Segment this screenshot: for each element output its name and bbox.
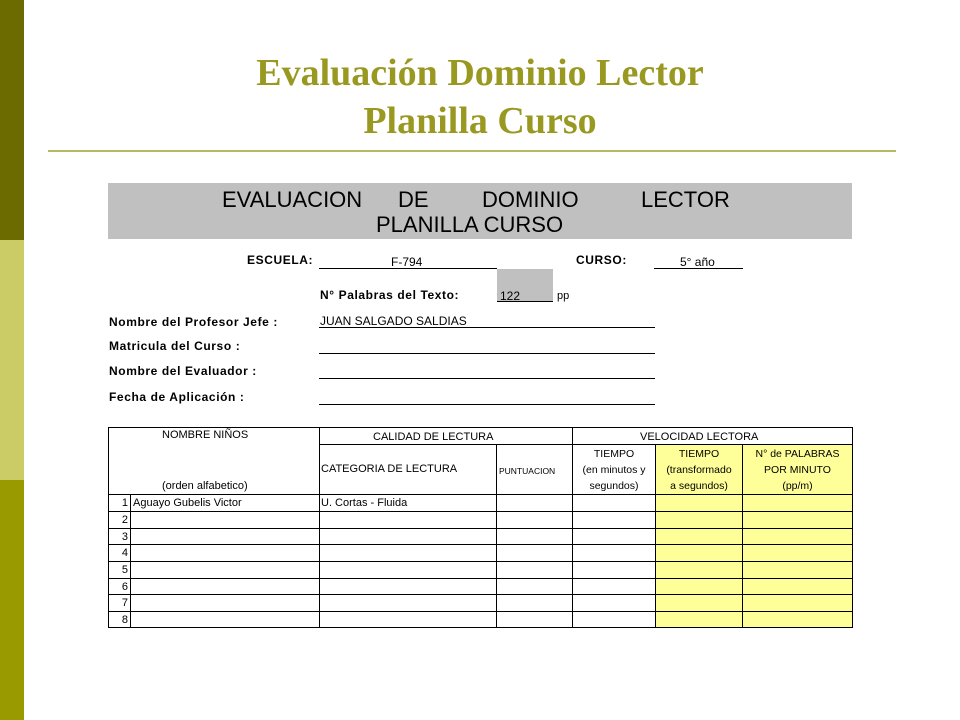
banner-word: EVALUACION bbox=[222, 187, 363, 212]
velocidad-header: VELOCIDAD LECTORA bbox=[640, 431, 759, 443]
slide-title: Evaluación Dominio Lector bbox=[256, 52, 704, 94]
banner-word: LECTOR bbox=[641, 187, 730, 212]
tiempo-header: TIEMPO bbox=[593, 448, 635, 460]
row-number: 7 bbox=[121, 597, 128, 609]
evaluador-label: Nombre del Evaluador : bbox=[109, 364, 257, 378]
matricula-label: Matricula del Curso : bbox=[109, 339, 241, 353]
row-number: 2 bbox=[121, 514, 128, 526]
row-number: 1 bbox=[121, 497, 128, 509]
fecha-label: Fecha de Aplicación : bbox=[109, 390, 245, 404]
row-number: 3 bbox=[121, 531, 128, 543]
row-categoria[interactable]: U. Cortas - Fluida bbox=[321, 497, 408, 509]
nombre-header: NOMBRE NIÑOS bbox=[162, 429, 249, 441]
tiempo-header-sub: segundos) bbox=[589, 480, 639, 492]
row-number: 6 bbox=[121, 581, 128, 593]
nombre-subheader: (orden alfabetico) bbox=[162, 480, 248, 492]
row-nombre[interactable]: Aguayo Gubelis Victor bbox=[133, 497, 242, 509]
tiempo-seg-header: TIEMPO bbox=[678, 448, 720, 460]
palabras-min-header: N° de PALABRAS bbox=[755, 448, 840, 460]
curso-label: CURSO: bbox=[576, 253, 627, 267]
row-number: 5 bbox=[121, 564, 128, 576]
categoria-header: CATEGORIA DE LECTURA bbox=[321, 463, 458, 475]
escuela-label: ESCUELA: bbox=[247, 253, 314, 267]
banner-word: DOMINIO bbox=[482, 187, 579, 212]
profesor-label: Nombre del Profesor Jefe : bbox=[109, 315, 278, 329]
puntuacion-header: PUNTUACION bbox=[499, 466, 556, 476]
banner-word: DE bbox=[398, 187, 429, 212]
curso-value[interactable]: 5° año bbox=[680, 255, 715, 269]
row-number: 4 bbox=[121, 547, 128, 559]
tiempo-header-sub: (en minutos y bbox=[582, 464, 646, 476]
calidad-header: CALIDAD DE LECTURA bbox=[373, 431, 494, 443]
row-number: 8 bbox=[121, 614, 128, 626]
palabras-unit: pp bbox=[557, 290, 570, 302]
slide-subtitle: Planilla Curso bbox=[363, 100, 597, 142]
tiempo-seg-header-sub: a segundos) bbox=[670, 480, 728, 492]
profesor-value[interactable]: JUAN SALGADO SALDIAS bbox=[320, 314, 467, 328]
escuela-value[interactable]: F-794 bbox=[391, 255, 423, 269]
palabras-value[interactable]: 122 bbox=[500, 289, 521, 303]
palabras-min-header-sub: POR MINUTO bbox=[764, 464, 831, 476]
tiempo-seg-header-sub: (transformado bbox=[666, 464, 732, 476]
banner-subtitle: PLANILLA CURSO bbox=[376, 212, 564, 237]
palabras-label: N° Palabras del Texto: bbox=[320, 288, 460, 302]
palabras-min-header-sub: (pp/m) bbox=[782, 480, 813, 492]
